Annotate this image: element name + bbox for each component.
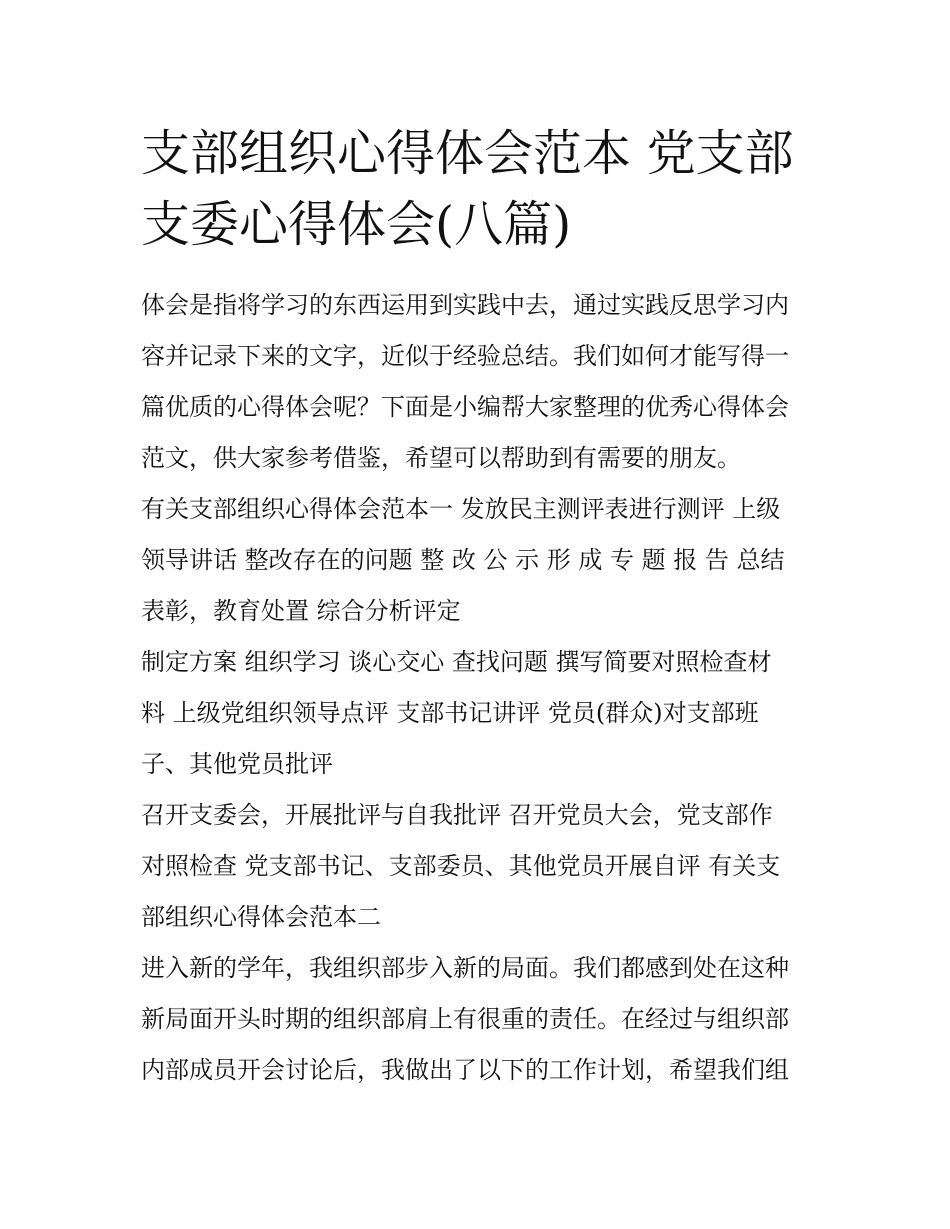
body-line-4: 范文，供大家参考借鉴，希望可以帮助到有需要的朋友。 [141,444,741,472]
body-line-16: 内部成员开会讨论后，我做出了以下的工作计划，希望我们组 [141,1056,789,1084]
title-line-1: 支部组织心得体会范本 党支部 [141,125,794,182]
body-line-13: 部组织心得体会范本二 [141,903,381,931]
body-line-1: 体会是指将学习的东西运用到实践中去，通过实践反思学习内 [141,291,789,319]
title-line-2: 支委心得体会(八篇) [141,196,572,253]
document-body [141,280,831,1096]
body-line-9: 料 上级党组织领导点评 支部书记讲评 党员(群众)对支部班 [141,699,759,727]
body-line-12: 对照检查 党支部书记、支部委员、其他党员开展自评 有关支 [141,852,781,880]
body-line-8: 制定方案 组织学习 谈心交心 查找问题 撰写简要对照检查材 [141,648,772,676]
body-line-11: 召开支委会，开展批评与自我批评 召开党员大会，党支部作 [141,801,773,829]
document-title [141,118,821,260]
body-line-5: 有关支部组织心得体会范本一 发放民主测评表进行测评 上级 [141,495,781,523]
body-line-15: 新局面开头时期的组织部肩上有很重的责任。在经过与组织部 [141,1005,789,1033]
body-line-2: 容并记录下来的文字，近似于经验总结。我们如何才能写得一 [141,342,789,370]
body-line-14: 进入新的学年，我组织部步入新的局面。我们都感到处在这种 [141,954,789,982]
body-line-3: 篇优质的心得体会呢？下面是小编帮大家整理的优秀心得体会 [141,393,789,421]
body-line-10: 子、其他党员批评 [141,750,333,778]
body-line-6: 领导讲话 整改存在的问题 整 改 公 示 形 成 专 题 报 告 总结 [141,546,785,574]
body-line-7: 表彰，教育处置 综合分析评定 [141,597,461,625]
